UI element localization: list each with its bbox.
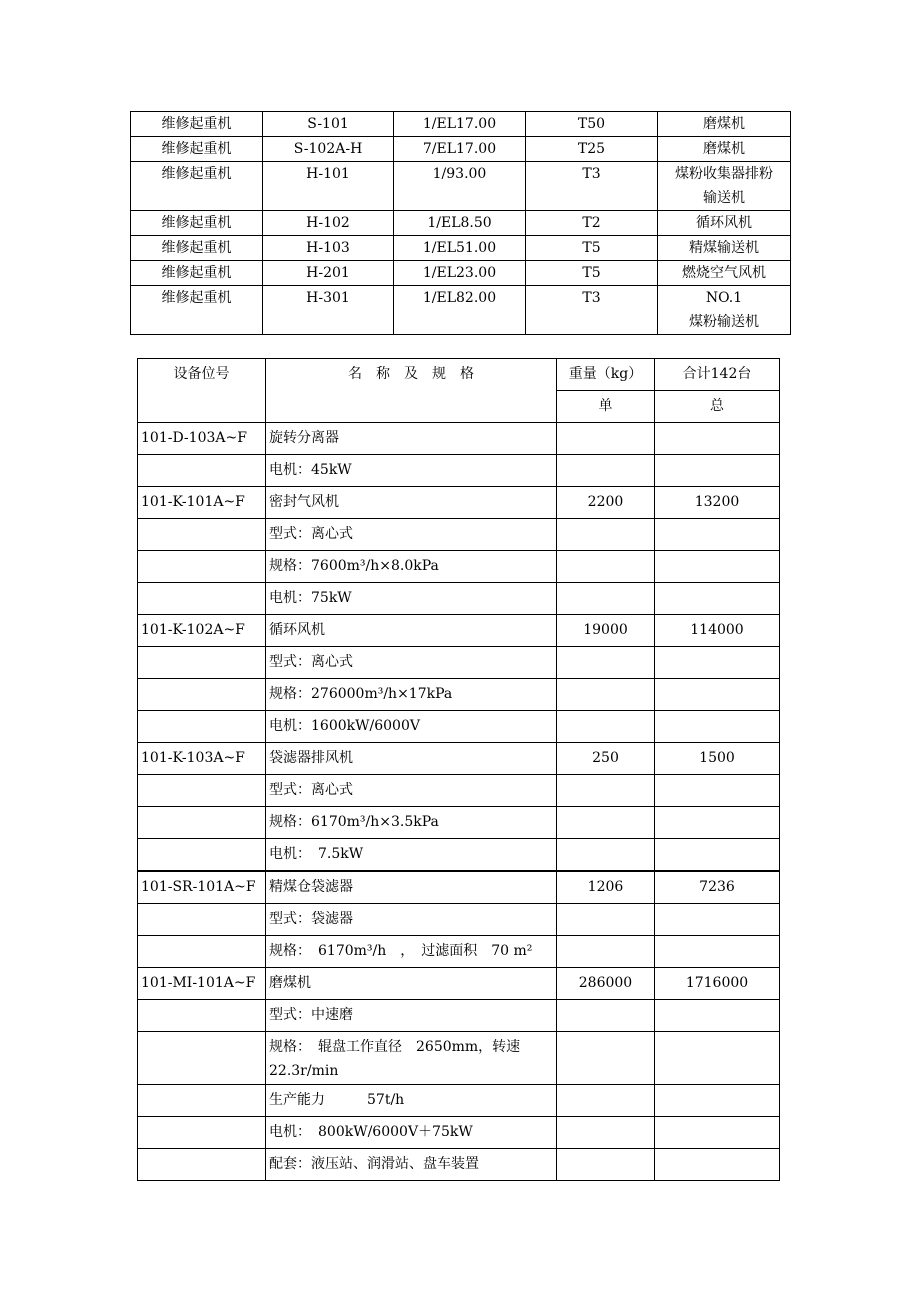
equipment-unit-weight-cell (557, 711, 655, 743)
equipment-unit-weight-cell (557, 1000, 655, 1032)
equipment-unit-weight-cell: 2200 (557, 487, 655, 519)
equipment-unit-weight-cell (557, 455, 655, 487)
crane-spec-cell: 1/93.00 (394, 162, 526, 211)
crane-spec-cell: 7/EL17.00 (394, 137, 526, 162)
equipment-position-cell (138, 1117, 266, 1149)
header-sum: 总 (655, 391, 780, 423)
equipment-desc-cell: 电机： 7.5kW (266, 839, 557, 872)
equipment-position-cell (138, 775, 266, 807)
header-unit: 单 (557, 391, 655, 423)
equipment-desc-cell: 循环风机 (266, 615, 557, 647)
equipment-row (138, 871, 780, 904)
equipment-row (138, 936, 780, 968)
equipment-desc-cell: 密封气风机 (266, 487, 557, 519)
crane-row (131, 261, 791, 286)
equipment-row (138, 1117, 780, 1149)
crane-code-cell: H-101 (263, 162, 394, 211)
equipment-desc-cell: 袋滤器排风机 (266, 743, 557, 775)
equipment-total-weight-cell (655, 423, 780, 455)
equipment-unit-weight-cell (557, 583, 655, 615)
equipment-row (138, 807, 780, 839)
equipment-position-cell: 101-MI-101A~F (138, 968, 266, 1000)
equipment-total-weight-cell (655, 455, 780, 487)
equipment-total-weight-cell (655, 807, 780, 839)
equipment-row (138, 904, 780, 936)
crane-serves-line: 精煤输送机 (689, 240, 759, 256)
equipment-position-cell: 101-D-103A~F (138, 423, 266, 455)
equipment-desc-cell: 型式：离心式 (266, 519, 557, 551)
equipment-total-weight-cell (655, 1032, 780, 1085)
equipment-desc-cell: 配套：液压站、润滑站、盘车装置 (266, 1149, 557, 1181)
equipment-position-cell (138, 904, 266, 936)
equipment-desc-cell: 生产能力 57t/h (266, 1085, 557, 1117)
equipment-row (138, 487, 780, 519)
crane-row (131, 112, 791, 137)
equipment-row (138, 839, 780, 872)
header-total: 合计142台 (655, 359, 780, 391)
crane-code-cell: H-201 (263, 261, 394, 286)
equipment-unit-weight-cell: 1206 (557, 871, 655, 904)
equipment-total-weight-cell (655, 711, 780, 743)
equipment-unit-weight-cell (557, 1149, 655, 1181)
equipment-unit-weight-cell (557, 647, 655, 679)
equipment-total-weight-cell (655, 679, 780, 711)
equipment-position-cell (138, 711, 266, 743)
equipment-desc-cell: 型式：中速磨 (266, 1000, 557, 1032)
equipment-unit-weight-cell (557, 936, 655, 968)
crane-code-cell: H-301 (263, 286, 394, 335)
crane-serves-cell (658, 261, 791, 286)
crane-table (130, 111, 791, 335)
equipment-row (138, 968, 780, 1000)
equipment-row (138, 583, 780, 615)
equipment-row (138, 711, 780, 743)
equipment-unit-weight-cell: 286000 (557, 968, 655, 1000)
equipment-desc-cell: 旋转分离器 (266, 423, 557, 455)
crane-serves-cell (658, 137, 791, 162)
equipment-row (138, 615, 780, 647)
crane-type-cell: 维修起重机 (131, 112, 263, 137)
equipment-unit-weight-cell (557, 904, 655, 936)
crane-spec-cell: 1/EL23.00 (394, 261, 526, 286)
crane-serves-cell (658, 211, 791, 236)
equipment-total-weight-cell (655, 1085, 780, 1117)
equipment-desc-cell: 规格：7600m³/h×8.0kPa (266, 551, 557, 583)
crane-serves-line: NO.1 (705, 290, 743, 306)
crane-type-cell: 维修起重机 (131, 286, 263, 335)
header-name-spec: 名 称 及 规 格 (266, 359, 557, 423)
equipment-position-cell (138, 807, 266, 839)
equipment-position-cell: 101-K-103A~F (138, 743, 266, 775)
equipment-unit-weight-cell: 19000 (557, 615, 655, 647)
equipment-desc-cell: 电机：45kW (266, 455, 557, 487)
crane-serves-line: 磨煤机 (703, 141, 745, 157)
equipment-position-cell: 101-K-102A~F (138, 615, 266, 647)
equipment-desc-cell: 规格： 6170m³/h ， 过滤面积 70 m² (266, 936, 557, 968)
equipment-row (138, 519, 780, 551)
equipment-total-weight-cell (655, 904, 780, 936)
equipment-desc-cell: 型式：袋滤器 (266, 904, 557, 936)
crane-tonnage-cell: T25 (526, 137, 658, 162)
equipment-desc-cell: 型式：离心式 (266, 647, 557, 679)
equipment-position-cell (138, 1000, 266, 1032)
crane-spec-cell: 1/EL82.00 (394, 286, 526, 335)
equipment-row (138, 1032, 780, 1085)
crane-spec-cell: 1/EL8.50 (394, 211, 526, 236)
equipment-total-weight-cell (655, 936, 780, 968)
crane-code-cell: H-102 (263, 211, 394, 236)
equipment-position-cell (138, 551, 266, 583)
equipment-total-weight-cell: 114000 (655, 615, 780, 647)
equipment-desc-cell: 规格：6170m³/h×3.5kPa (266, 807, 557, 839)
equipment-position-cell (138, 1085, 266, 1117)
header-position: 设备位号 (138, 359, 266, 423)
crane-type-cell: 维修起重机 (131, 236, 263, 261)
crane-tonnage-cell: T50 (526, 112, 658, 137)
crane-type-cell: 维修起重机 (131, 211, 263, 236)
crane-type-cell: 维修起重机 (131, 137, 263, 162)
equipment-desc-cell: 规格：276000m³/h×17kPa (266, 679, 557, 711)
equipment-table-body (138, 423, 780, 1181)
equipment-total-weight-cell (655, 1117, 780, 1149)
crane-serves-line: 磨煤机 (703, 116, 745, 132)
equipment-unit-weight-cell (557, 839, 655, 872)
equipment-row (138, 743, 780, 775)
equipment-position-cell (138, 1032, 266, 1085)
equipment-desc-cell: 电机： 800kW/6000V＋75kW (266, 1117, 557, 1149)
crane-spec-cell: 1/EL51.00 (394, 236, 526, 261)
equipment-row (138, 1085, 780, 1117)
crane-row (131, 137, 791, 162)
equipment-position-cell (138, 839, 266, 872)
equipment-unit-weight-cell (557, 423, 655, 455)
equipment-desc-cell: 磨煤机 (266, 968, 557, 1000)
crane-code-cell: S-101 (263, 112, 394, 137)
equipment-table-header (138, 359, 780, 423)
crane-tonnage-cell: T5 (526, 236, 658, 261)
equipment-unit-weight-cell (557, 1085, 655, 1117)
equipment-unit-weight-cell: 250 (557, 743, 655, 775)
equipment-position-cell (138, 455, 266, 487)
crane-tonnage-cell: T3 (526, 162, 658, 211)
crane-row (131, 286, 791, 335)
equipment-row (138, 679, 780, 711)
equipment-unit-weight-cell (557, 679, 655, 711)
equipment-total-weight-cell (655, 1000, 780, 1032)
equipment-position-cell (138, 679, 266, 711)
equipment-row (138, 423, 780, 455)
equipment-position-cell (138, 519, 266, 551)
equipment-desc-cell: 型式：离心式 (266, 775, 557, 807)
crane-serves-cell (658, 162, 791, 211)
crane-serves-line: 燃烧空气风机 (682, 265, 766, 281)
equipment-position-cell (138, 936, 266, 968)
equipment-position-cell (138, 1149, 266, 1181)
equipment-total-weight-cell (655, 775, 780, 807)
crane-serves-line: 煤粉收集器排粉 (675, 166, 773, 182)
crane-tonnage-cell: T5 (526, 261, 658, 286)
equipment-row (138, 1000, 780, 1032)
equipment-desc-cell: 电机：1600kW/6000V (266, 711, 557, 743)
equipment-total-weight-cell (655, 583, 780, 615)
equipment-total-weight-cell: 1500 (655, 743, 780, 775)
crane-serves-cell (658, 236, 791, 261)
equipment-desc-cell: 规格： 辊盘工作直径 2650mm，转速 22.3r/min (266, 1032, 557, 1085)
equipment-unit-weight-cell (557, 775, 655, 807)
equipment-row (138, 1149, 780, 1181)
crane-tonnage-cell: T2 (526, 211, 658, 236)
crane-type-cell: 维修起重机 (131, 162, 263, 211)
crane-row (131, 211, 791, 236)
crane-serves-cell (658, 286, 791, 335)
crane-serves-line: 循环风机 (696, 215, 752, 231)
crane-serves-line: 输送机 (703, 190, 745, 206)
equipment-position-cell: 101-SR-101A~F (138, 871, 266, 904)
equipment-total-weight-cell (655, 1149, 780, 1181)
equipment-table (137, 358, 780, 1181)
crane-row (131, 162, 791, 211)
equipment-desc-cell: 精煤仓袋滤器 (266, 871, 557, 904)
equipment-total-weight-cell (655, 519, 780, 551)
equipment-unit-weight-cell (557, 551, 655, 583)
crane-spec-cell: 1/EL17.00 (394, 112, 526, 137)
equipment-row (138, 551, 780, 583)
crane-table-body (131, 112, 791, 335)
equipment-position-cell (138, 583, 266, 615)
equipment-position-cell: 101-K-101A~F (138, 487, 266, 519)
equipment-total-weight-cell: 1716000 (655, 968, 780, 1000)
crane-code-cell: S-102A-H (263, 137, 394, 162)
equipment-total-weight-cell: 13200 (655, 487, 780, 519)
equipment-total-weight-cell (655, 551, 780, 583)
equipment-total-weight-cell (655, 647, 780, 679)
equipment-unit-weight-cell (557, 1117, 655, 1149)
equipment-unit-weight-cell (557, 807, 655, 839)
equipment-unit-weight-cell (557, 519, 655, 551)
header-weight: 重量（kg） (557, 359, 655, 391)
crane-tonnage-cell: T3 (526, 286, 658, 335)
equipment-row (138, 455, 780, 487)
equipment-total-weight-cell: 7236 (655, 871, 780, 904)
equipment-row (138, 775, 780, 807)
crane-row (131, 236, 791, 261)
equipment-desc-cell: 电机：75kW (266, 583, 557, 615)
crane-type-cell: 维修起重机 (131, 261, 263, 286)
equipment-row (138, 647, 780, 679)
equipment-total-weight-cell (655, 839, 780, 872)
crane-code-cell: H-103 (263, 236, 394, 261)
equipment-unit-weight-cell (557, 1032, 655, 1085)
crane-serves-cell (658, 112, 791, 137)
equipment-position-cell (138, 647, 266, 679)
crane-serves-line: 煤粉输送机 (689, 314, 759, 330)
